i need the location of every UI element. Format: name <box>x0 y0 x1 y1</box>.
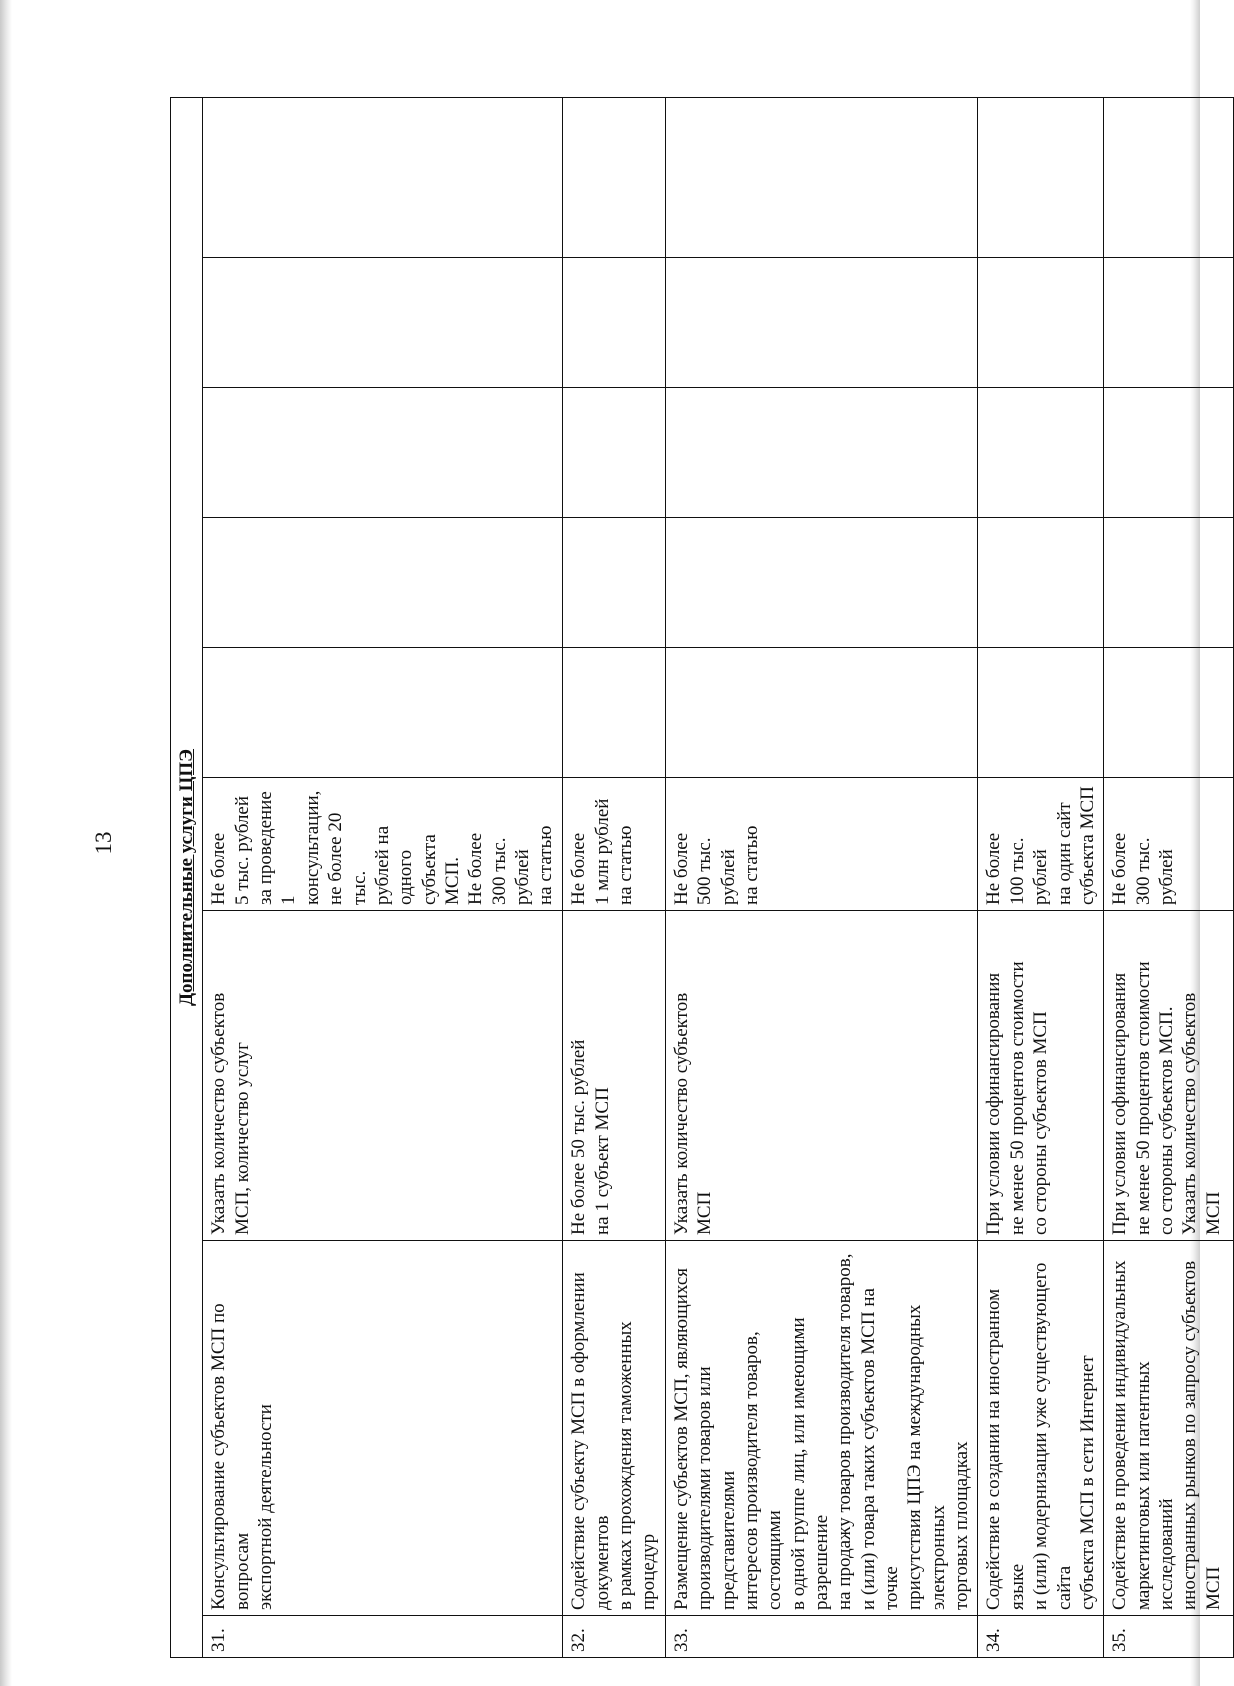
row-number: 35. <box>1104 1616 1234 1658</box>
limit-cell: Не более 500 тыс. рублей на статью <box>665 778 978 911</box>
table-row <box>203 97 563 1657</box>
table-row <box>978 97 1104 1657</box>
empty-cell <box>665 518 978 648</box>
empty-cell <box>203 648 563 778</box>
table-row <box>665 97 978 1657</box>
services-table-frame <box>170 98 1224 1658</box>
indicator-cell: Не более 50 тыс. рублей на 1 субъект МСП <box>563 911 665 1241</box>
service-name: Содействие в создании на иностранном языке и (или) модернизации уже существующего сайта субъекта МСП в сети Интернет <box>978 1241 1104 1616</box>
empty-cell <box>665 258 978 388</box>
service-name: Содействие в проведении индивидуальных маркетинговых или патентных исследований иностранных рынков по запросу субъектов МСП <box>1104 1241 1234 1616</box>
empty-cell <box>563 518 665 648</box>
row-number: 31. <box>203 1616 563 1658</box>
empty-cell <box>978 258 1104 388</box>
empty-cell <box>978 97 1104 257</box>
service-name: Консультирование субъектов МСП по вопросам экспортной деятельности <box>203 1241 563 1616</box>
empty-cell <box>203 388 563 518</box>
empty-cell <box>203 518 563 648</box>
indicator-cell: Указать количество субъектов МСП <box>665 911 978 1241</box>
row-number: 34. <box>978 1616 1104 1658</box>
scan-edge-left <box>0 0 12 1686</box>
empty-cell <box>665 388 978 518</box>
empty-cell <box>1104 648 1234 778</box>
row-number: 33. <box>665 1616 978 1658</box>
empty-cell <box>1104 97 1234 257</box>
table-row <box>563 97 665 1657</box>
empty-cell <box>1104 258 1234 388</box>
empty-cell <box>978 648 1104 778</box>
empty-cell <box>1104 518 1234 648</box>
table-row <box>1104 97 1234 1657</box>
limit-cell: Не более 5 тыс. рублей за проведение 1 консультации, не более 20 тыс. рублей на одного субъекта МСП. Не более 300 тыс. рублей на статью <box>203 778 563 911</box>
section-header-row <box>171 97 203 1657</box>
services-table <box>170 97 1234 1658</box>
empty-cell <box>978 388 1104 518</box>
empty-cell <box>203 258 563 388</box>
empty-cell <box>563 97 665 257</box>
section-title: Дополнительные услуги ЦПЭ <box>171 97 203 1657</box>
indicator-cell: При условии софинансирования не менее 50 процентов стоимости со стороны субъектов МСП. Указать количество субъектов МСП <box>1104 911 1234 1241</box>
empty-cell <box>563 648 665 778</box>
empty-cell <box>665 648 978 778</box>
empty-cell <box>563 258 665 388</box>
empty-cell <box>203 97 563 257</box>
indicator-cell: При условии софинансирования не менее 50 процентов стоимости со стороны субъектов МСП <box>978 911 1104 1241</box>
row-number: 32. <box>563 1616 665 1658</box>
empty-cell <box>978 518 1104 648</box>
empty-cell <box>1104 388 1234 518</box>
limit-cell: Не более 300 тыс. рублей <box>1104 778 1234 911</box>
limit-cell: Не более 1 млн рублей на статью <box>563 778 665 911</box>
empty-cell <box>665 97 978 257</box>
indicator-cell: Указать количество субъектов МСП, количество услуг <box>203 911 563 1241</box>
page-number: 13 <box>91 831 116 855</box>
limit-cell: Не более 100 тыс. рублей на один сайт субъекта МСП <box>978 778 1104 911</box>
service-name: Содействие субъекту МСП в оформлении документов в рамках прохождения таможенных процедур <box>563 1241 665 1616</box>
empty-cell <box>563 388 665 518</box>
service-name: Размещение субъектов МСП, являющихся производителями товаров или представителями интересов производителя товаров, состоящими в одной группе лиц, или имеющими разрешение на продажу товаров производителя товаров, и (или) товара таких субъектов МСП на точке присутствия ЦПЭ на международных электронных торговых площадках <box>665 1241 978 1616</box>
